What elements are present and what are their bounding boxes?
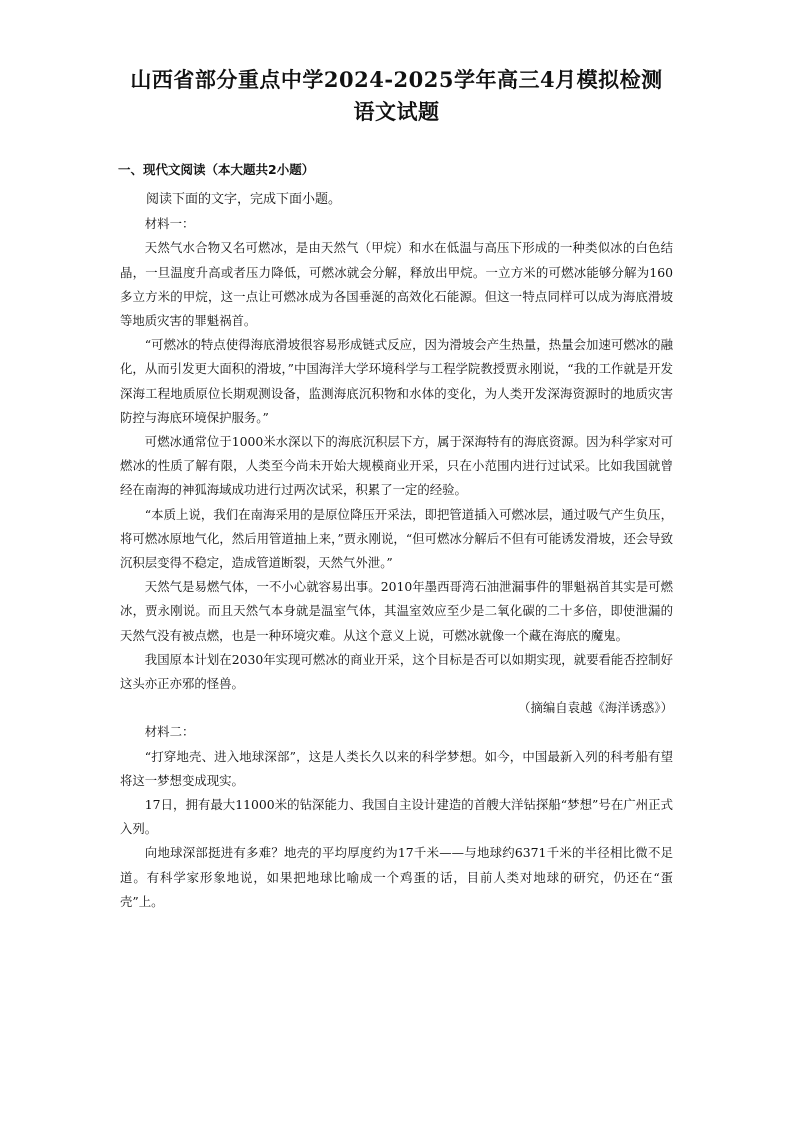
reading-passage — [120, 188, 673, 914]
material2-paragraph-1: “打穿地壳、进入地球深部”，这是人类长久以来的科学梦想。如今，中国最新入列的科考船有望将这一梦想变成现实。 — [120, 748, 673, 788]
material1-label: 材料一： — [144, 216, 195, 232]
instruction: 阅读下面的文字，完成下面小题。 — [146, 192, 342, 207]
material1-paragraph-4: “本质上说，我们在南海采用的是原位降压开采法，即把管道插入可燃冰层，通过吸气产生负压，将可燃冰原地气化，然后用管道抽上来，”贾永刚说，“但可燃冰分解后不但有可能诱发滑坡，还会导致沉积层变得不稳定，造成管道断裂，天然气外泄。” — [120, 506, 673, 571]
material1-paragraph-6: 我国原本计划在2030年实现可燃冰的商业开采，这个目标是否可以如期实现，就要看能否控制好这头亦正亦邪的怪兽。 — [120, 651, 673, 692]
material1-source: （摘编自袁越《海洋诱惑》） — [518, 700, 673, 716]
material1-paragraph-5: 天然气是易燃气体，一不小心就容易出事。2010年墨西哥湾石油泄漏事件的罪魁祸首其实是可燃冰，贾永刚说。而且天然气本身就是温室气体，其温室效应至少是二氧化碳的二十多倍，即使泄漏的天然气没有被点燃，也是一种环境灾难。从这个意义上说，可燃冰就像一个藏在海底的魔鬼。 — [120, 579, 673, 643]
document-title: 山西省部分重点中学2024-2025学年高三4月模拟检测语文试题 — [130, 67, 663, 124]
section-heading: 一、现代文阅读（本大题共2小题） — [118, 162, 315, 177]
material1-paragraph-2: “可燃冰的特点使得海底滑坡很容易形成链式反应，因为滑坡会产生热量，热量会加速可燃冰的融化，从而引发更大面积的滑坡，”中国海洋大学环境科学与工程学院教授贾永刚说，“我的工作就是开发深海工程地质原位长期观测设备，监测海底沉积物和水体的变化，为人类开发深海资源时的地质灾害防控与海底环境保护服务。” — [120, 337, 673, 425]
material1-paragraph-3: 可燃冰通常位于1000米水深以下的海底沉积层下方，属于深海特有的海底资源。因为科学家对可燃冰的性质了解有限，人类至今尚未开始大规模商业开采，只在小范围内进行过试采。比如我国就曾经在南海的神狐海域成功进行过两次试采，积累了一定的经验。 — [120, 434, 673, 498]
material2-label: 材料二： — [144, 724, 195, 740]
material2-paragraph-3: 向地球深部挺进有多难？地壳的平均厚度约为17千米——与地球约6371千米的半径相比微不足道。有科学家形象地说，如果把地球比喻成一个鸡蛋的话，目前人类对地球的研究，仍还在“蛋壳”上。 — [120, 845, 673, 909]
material2-paragraph-2: 17日，拥有最大11000米的钻深能力、我国自主设计建造的首艘大洋钻探船“梦想”号在广州正式入列。 — [120, 797, 673, 837]
material1-paragraph-1: 天然气水合物又名可燃冰，是由天然气（甲烷）和水在低温与高压下形成的一种类似冰的白色结晶，一旦温度升高或者压力降低，可燃冰就会分解，释放出甲烷。一立方米的可燃冰能够分解为160多立方米的甲烷，这一点让可燃冰成为各国垂涎的高效化石能源。但这一特点同样可以成为海底滑坡等地质灾害的罪魁祸首。 — [120, 240, 673, 329]
